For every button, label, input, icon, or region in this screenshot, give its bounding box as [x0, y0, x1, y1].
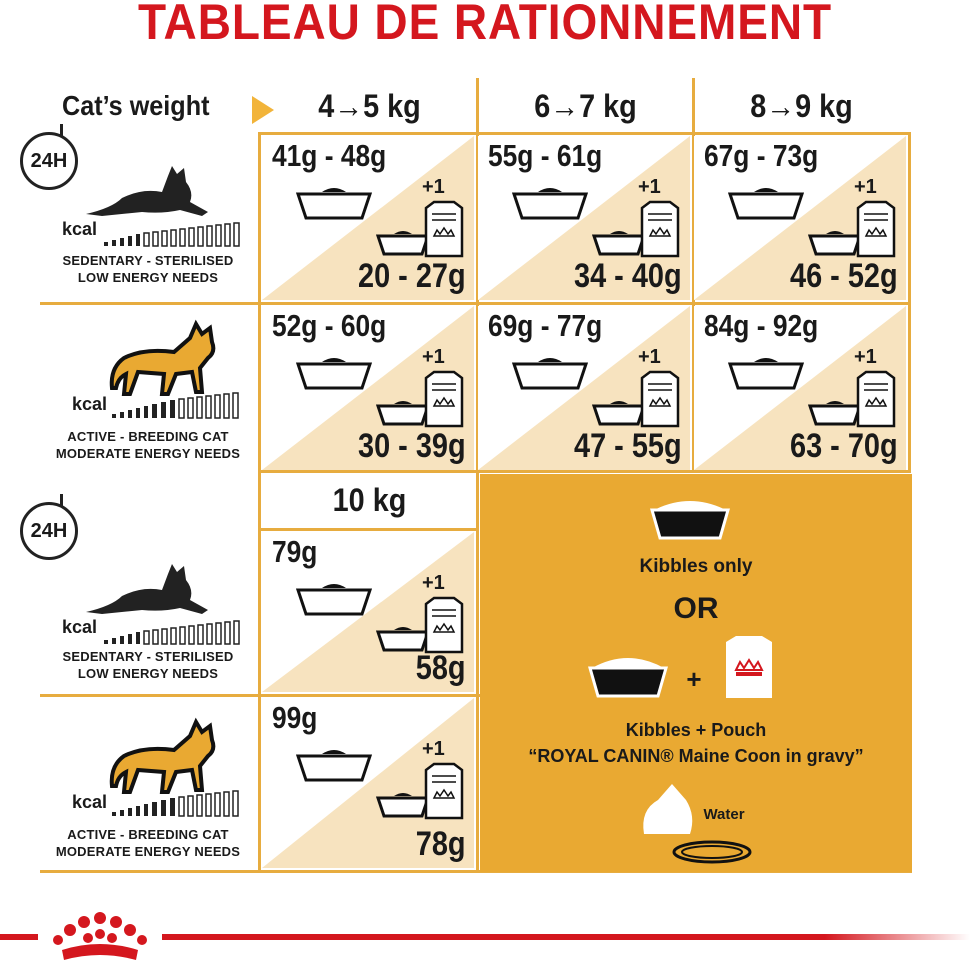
24h-clock-icon: 24H: [20, 502, 78, 560]
ration-cell: [694, 306, 906, 470]
weight-header-4: 10 kg: [332, 482, 407, 518]
dry-amount: 52g - 60g: [272, 308, 387, 343]
pouch-plus-one: +1: [854, 176, 877, 198]
ration-cell: [262, 532, 474, 692]
small-bowl-icon: [808, 398, 862, 426]
mixed-dry-amount: 20 - 27g: [358, 257, 466, 295]
legend-product: “ROYAL CANIN® Maine Coon in gravy”: [528, 746, 864, 766]
profile-line-1: ACTIVE - BREEDING CAT: [67, 827, 229, 842]
profile-line-1: SEDENTARY - STERILISED: [62, 649, 234, 664]
grid-divider: [258, 470, 911, 473]
pouch-icon: [640, 370, 680, 428]
dry-bowl-icon: [296, 582, 372, 616]
pouch-plus-one: +1: [422, 346, 445, 368]
legend-water: Water: [703, 806, 745, 823]
kcal-label: kcal: [62, 617, 98, 637]
weight-header-3: 8→9 kg: [750, 88, 853, 124]
pouch-icon: [724, 634, 774, 700]
small-bowl-icon: [808, 228, 862, 256]
profile-line-2: LOW ENERGY NEEDS: [77, 270, 219, 285]
ration-cell: [262, 698, 474, 868]
dry-amount: 69g - 77g: [488, 308, 603, 343]
energy-scale-icon: [112, 392, 244, 420]
dry-bowl-icon: [512, 356, 588, 390]
dry-bowl-icon: [512, 186, 588, 220]
dry-bowl-icon: [728, 186, 804, 220]
small-bowl-icon: [592, 398, 646, 426]
pouch-plus-one: +1: [422, 176, 445, 198]
energy-scale-icon: [112, 790, 244, 818]
grid-divider: [258, 132, 261, 872]
profile-line-2: MODERATE ENERGY NEEDS: [55, 446, 241, 461]
legend-or: OR: [673, 592, 719, 625]
ration-cell: [694, 136, 906, 300]
pouch-icon: [640, 200, 680, 258]
mixed-dry-amount: 58g: [416, 649, 466, 687]
grid-divider: [258, 132, 911, 135]
dry-bowl-icon: [296, 356, 372, 390]
small-bowl-icon: [376, 790, 430, 818]
dry-amount: 84g - 92g: [704, 308, 819, 343]
mixed-dry-amount: 34 - 40g: [574, 257, 682, 295]
grid-divider: [258, 528, 478, 531]
lying-cat-icon: [82, 556, 212, 618]
profile-label-active: [40, 428, 256, 462]
dry-amount: 99g: [272, 700, 318, 735]
ration-cell: [478, 136, 690, 300]
profile-line-1: SEDENTARY - STERILISED: [62, 253, 234, 268]
pouch-icon: [424, 370, 464, 428]
dry-amount: 55g - 61g: [488, 138, 603, 173]
grid-divider: [908, 132, 911, 470]
kibble-bowl-icon: [586, 652, 670, 700]
water-bowl-icon: [634, 780, 754, 866]
24h-clock-icon: 24H: [20, 132, 78, 190]
energy-scale-icon: [104, 222, 244, 248]
legend-plus: +: [686, 664, 702, 694]
pouch-icon: [856, 370, 896, 428]
profile-label-sedentary: [40, 252, 256, 286]
pouch-icon: [424, 596, 464, 654]
profile-line-2: MODERATE ENERGY NEEDS: [55, 844, 241, 859]
legend-kibbles-pouch: Kibbles + Pouch: [625, 720, 767, 740]
dry-amount: 79g: [272, 534, 318, 569]
page-title: TABLEAU DE RATIONNEMENT: [137, 0, 833, 50]
dry-bowl-icon: [296, 748, 372, 782]
profile-line-2: LOW ENERGY NEEDS: [77, 666, 219, 681]
energy-scale-icon: [104, 620, 244, 646]
dry-amount: 67g - 73g: [704, 138, 819, 173]
pouch-icon: [424, 200, 464, 258]
ration-cell: [478, 306, 690, 470]
pouch-plus-one: +1: [422, 572, 445, 594]
small-bowl-icon: [376, 398, 430, 426]
small-bowl-icon: [376, 624, 430, 652]
pouch-plus-one: +1: [638, 176, 661, 198]
profile-line-1: ACTIVE - BREEDING CAT: [67, 429, 229, 444]
royal-canin-crown-icon: [48, 910, 152, 966]
kcal-label: kcal: [72, 792, 108, 812]
kibble-bowl-icon: [650, 496, 730, 542]
small-bowl-icon: [592, 228, 646, 256]
weight-header-1: 4→5 kg: [318, 88, 421, 124]
dry-bowl-icon: [728, 356, 804, 390]
mixed-dry-amount: 47 - 55g: [574, 427, 682, 465]
profile-label-sedentary: [40, 648, 256, 682]
weight-row-label: Cat’s weight: [62, 90, 210, 121]
arrow-right-icon: [252, 96, 274, 124]
profile-label-active: [40, 826, 256, 860]
ration-cell: [262, 306, 474, 470]
mixed-dry-amount: 46 - 52g: [790, 257, 898, 295]
kcal-label: kcal: [62, 219, 98, 239]
pouch-icon: [424, 762, 464, 820]
walking-cat-icon: [104, 318, 220, 398]
pouch-icon: [856, 200, 896, 258]
grid-divider: [40, 694, 480, 697]
legend-kibbles-only: Kibbles only: [639, 556, 753, 577]
walking-cat-icon: [104, 716, 220, 796]
pouch-plus-one: +1: [638, 346, 661, 368]
kcal-label: kcal: [72, 394, 108, 414]
ration-cell: [262, 136, 474, 300]
dry-amount: 41g - 48g: [272, 138, 387, 173]
weight-header-2: 6→7 kg: [534, 88, 637, 124]
mixed-dry-amount: 63 - 70g: [790, 427, 898, 465]
grid-divider: [40, 302, 911, 305]
small-bowl-icon: [376, 228, 430, 256]
mixed-dry-amount: 30 - 39g: [358, 427, 466, 465]
pouch-plus-one: +1: [422, 738, 445, 760]
pouch-plus-one: +1: [854, 346, 877, 368]
mixed-dry-amount: 78g: [416, 825, 466, 863]
lying-cat-icon: [82, 158, 212, 220]
dry-bowl-icon: [296, 186, 372, 220]
